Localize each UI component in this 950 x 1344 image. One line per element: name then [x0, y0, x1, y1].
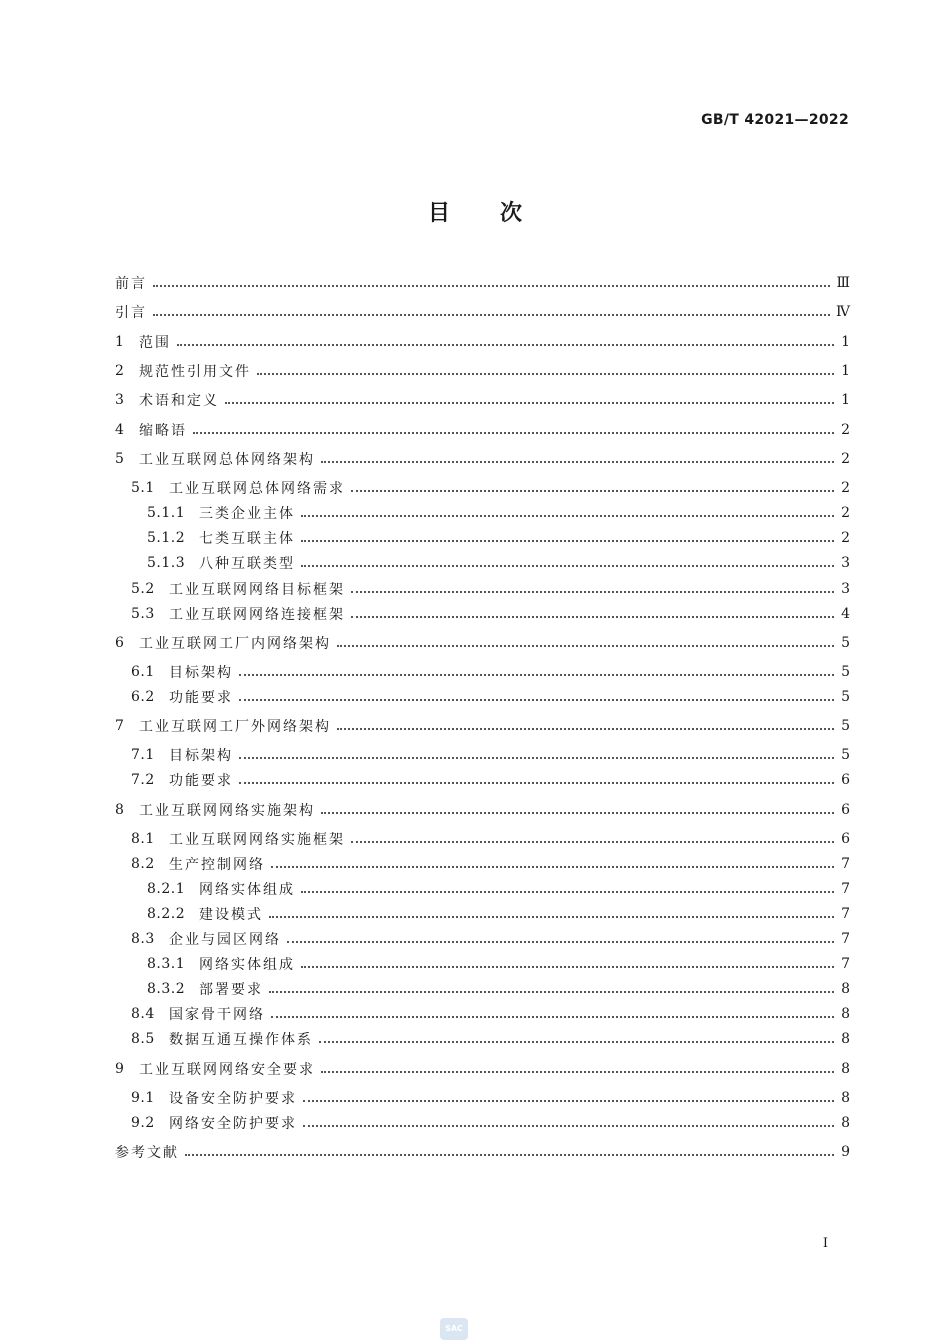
toc-entry-number: 8.2.1: [147, 881, 186, 897]
toc-entry-page: 8: [841, 1031, 850, 1047]
toc-entry-label: 工业互联网网络连接框架: [169, 607, 345, 623]
toc-entry[interactable]: [115, 1112, 850, 1134]
toc-entry[interactable]: [115, 301, 850, 323]
toc-entry-page: 3: [841, 581, 850, 597]
toc-entry-number: 8.3.2: [147, 981, 186, 997]
toc-entry[interactable]: [115, 853, 850, 875]
toc-entry-page: Ⅲ: [836, 275, 850, 291]
toc-entry-number: 5.2: [131, 581, 155, 597]
toc-leader-dots: [239, 748, 834, 762]
toc-entry[interactable]: [115, 715, 850, 737]
toc-leader-dots: [239, 690, 834, 704]
toc-entry-number: 6.2: [131, 689, 155, 705]
toc-entry-number: 1: [115, 334, 125, 350]
toc-entry-label: 目标架构: [169, 665, 233, 681]
toc-entry-label: 工业互联网网络目标框架: [169, 582, 345, 598]
toc-entry-page: 3: [841, 555, 850, 571]
toc-entry-page: 6: [841, 772, 850, 788]
toc-entry-page: 7: [841, 931, 850, 947]
toc-entry-label: 缩略语: [139, 423, 187, 439]
toc-entry-page: 2: [841, 505, 850, 521]
toc-entry-page: 8: [841, 1061, 850, 1077]
toc-entry-label: 七类互联主体: [199, 531, 295, 547]
toc-entry-label: 功能要求: [169, 690, 233, 706]
toc-entry-number: 8.5: [131, 1031, 155, 1047]
toc-entry[interactable]: [115, 1003, 850, 1025]
toc-entry-page: 7: [841, 906, 850, 922]
toc-entry[interactable]: [115, 928, 850, 950]
toc-entry-page: 6: [841, 802, 850, 818]
toc-entry-page: 1: [841, 363, 850, 379]
toc-entry[interactable]: [115, 360, 850, 382]
toc-entry-number: 9.2: [131, 1115, 155, 1131]
toc-entry-number: 6: [115, 635, 125, 651]
toc-entry-label: 工业互联网工厂外网络架构: [139, 719, 331, 735]
toc-entry-label: 工业互联网总体网络架构: [139, 452, 315, 468]
toc-entry-page: 5: [841, 718, 850, 734]
toc-entry-label: 建设模式: [199, 907, 263, 923]
toc-entry[interactable]: [115, 828, 850, 850]
toc-leader-dots: [351, 481, 834, 495]
toc-entry-number: 8.3: [131, 931, 155, 947]
toc-entry[interactable]: [115, 527, 850, 549]
toc-entry-label: 工业互联网总体网络需求: [169, 481, 345, 497]
toc-entry[interactable]: [115, 502, 850, 524]
toc-entry-label: 网络实体组成: [199, 882, 295, 898]
toc-entry[interactable]: [115, 552, 850, 574]
title-char-1: 目: [427, 201, 450, 226]
toc-entry-number: 8.4: [131, 1006, 155, 1022]
toc-entry-label: 工业互联网网络实施架构: [139, 803, 315, 819]
toc-leader-dots: [153, 276, 830, 290]
toc-entry[interactable]: [115, 953, 850, 975]
page-title: [0, 196, 950, 227]
toc-leader-dots: [193, 423, 834, 437]
toc-entry-page: 4: [841, 606, 850, 622]
title-char-2: 次: [500, 201, 523, 226]
toc-entry-label: 设备安全防护要求: [169, 1091, 297, 1107]
toc-entry-label: 参考文献: [115, 1145, 179, 1161]
toc-entry[interactable]: [115, 632, 850, 654]
toc-entry[interactable]: [115, 769, 850, 791]
toc-leader-dots: [153, 305, 830, 319]
toc-entry-number: 8.3.1: [147, 956, 186, 972]
toc-entry-number: 7.1: [131, 747, 155, 763]
toc-entry-page: 5: [841, 664, 850, 680]
toc-entry-number: 4: [115, 422, 125, 438]
toc-entry-page: 8: [841, 981, 850, 997]
toc-entry-label: 八种互联类型: [199, 556, 295, 572]
toc-entry[interactable]: [115, 448, 850, 470]
standard-code: GB/T 42021—2022: [701, 112, 849, 128]
toc-entry-label: 数据互通互操作体系: [169, 1032, 313, 1048]
toc-entry-page: 2: [841, 530, 850, 546]
toc-entry[interactable]: [115, 331, 850, 353]
toc-entry[interactable]: [115, 603, 850, 625]
toc-entry-page: 2: [841, 480, 850, 496]
toc-leader-dots: [321, 452, 834, 466]
toc-entry[interactable]: [115, 686, 850, 708]
toc-entry[interactable]: [115, 477, 850, 499]
toc-leader-dots: [321, 1062, 834, 1076]
toc-entry-page: 7: [841, 856, 850, 872]
toc-entry-number: 5.1.2: [147, 530, 186, 546]
toc-entry-label: 部署要求: [199, 982, 263, 998]
toc-entry-page: 7: [841, 956, 850, 972]
toc-entry[interactable]: [115, 1028, 850, 1050]
toc-entry-number: 2: [115, 363, 125, 379]
toc-entry-label: 规范性引用文件: [139, 364, 251, 380]
toc-leader-dots: [239, 773, 834, 787]
toc-entry-number: 8.1: [131, 831, 155, 847]
toc-leader-dots: [337, 719, 834, 733]
toc-entry-page: 5: [841, 747, 850, 763]
toc-entry-label: 术语和定义: [139, 393, 219, 409]
toc-entry-number: 8: [115, 802, 125, 818]
toc-leader-dots: [177, 335, 834, 349]
toc-entry[interactable]: [115, 272, 850, 294]
toc-leader-dots: [301, 957, 834, 971]
toc-entry[interactable]: [115, 578, 850, 600]
toc-entry-label: 目标架构: [169, 748, 233, 764]
toc-entry-page: 1: [841, 334, 850, 350]
toc-entry-page: 5: [841, 635, 850, 651]
toc-entry[interactable]: [115, 661, 850, 683]
toc-entry-number: 7.2: [131, 772, 155, 788]
toc-entry-label: 国家骨干网络: [169, 1007, 265, 1023]
toc-leader-dots: [337, 636, 834, 650]
toc-leader-dots: [271, 1007, 834, 1021]
toc-entry-number: 5.1.1: [147, 505, 186, 521]
toc-leader-dots: [239, 665, 834, 679]
toc-leader-dots: [301, 882, 834, 896]
toc-entry[interactable]: [115, 744, 850, 766]
toc-entry-page: 6: [841, 831, 850, 847]
sac-logo-watermark: SAC: [440, 1318, 468, 1340]
toc-entry-label: 网络实体组成: [199, 957, 295, 973]
toc-entry-number: 7: [115, 718, 125, 734]
toc-entry-number: 8.2: [131, 856, 155, 872]
toc-leader-dots: [185, 1145, 834, 1159]
toc-entry[interactable]: [115, 419, 850, 441]
toc-entry-page: 8: [841, 1115, 850, 1131]
toc-entry-number: 8.2.2: [147, 906, 186, 922]
toc-leader-dots: [351, 607, 834, 621]
toc-leader-dots: [351, 582, 834, 596]
toc-entry-page: 2: [841, 451, 850, 467]
toc-entry-label: 前言: [115, 276, 147, 292]
toc-entry-label: 范围: [139, 335, 171, 351]
toc-leader-dots: [225, 393, 834, 407]
toc-leader-dots: [303, 1091, 834, 1105]
toc-entry[interactable]: [115, 389, 850, 411]
toc-leader-dots: [301, 556, 834, 570]
toc-entry-number: 6.1: [131, 664, 155, 680]
toc-entry-label: 工业互联网网络实施框架: [169, 832, 345, 848]
toc-leader-dots: [269, 907, 834, 921]
toc-leader-dots: [271, 857, 834, 871]
toc-entry[interactable]: [115, 1058, 850, 1080]
toc-leader-dots: [301, 506, 834, 520]
toc-entry-page: 8: [841, 1090, 850, 1106]
toc-entry-label: 工业互联网工厂内网络架构: [139, 636, 331, 652]
toc-entry-number: 5.3: [131, 606, 155, 622]
toc-entry-number: 3: [115, 392, 125, 408]
toc-leader-dots: [257, 364, 834, 378]
toc-entry-label: 工业互联网网络安全要求: [139, 1062, 315, 1078]
toc-entry[interactable]: [115, 978, 850, 1000]
toc-entry-number: 5.1: [131, 480, 155, 496]
toc-entry-label: 引言: [115, 305, 147, 321]
toc-leader-dots: [319, 1032, 834, 1046]
toc-leader-dots: [321, 803, 834, 817]
toc-leader-dots: [301, 531, 834, 545]
toc-leader-dots: [287, 932, 834, 946]
page-number: Ⅰ: [822, 1236, 828, 1251]
toc-leader-dots: [269, 982, 834, 996]
toc-entry-number: 5: [115, 451, 125, 467]
toc-entry-page: 1: [841, 392, 850, 408]
toc-entry[interactable]: [115, 799, 850, 821]
toc-entry-label: 功能要求: [169, 773, 233, 789]
toc-entry-page: Ⅳ: [836, 304, 850, 320]
toc-entry-number: 5.1.3: [147, 555, 186, 571]
toc-entry-number: 9: [115, 1061, 125, 1077]
toc-entry[interactable]: [115, 1141, 850, 1163]
toc-entry-label: 生产控制网络: [169, 857, 265, 873]
toc-entry-page: 7: [841, 881, 850, 897]
toc-entry[interactable]: [115, 878, 850, 900]
toc-entry-page: 9: [841, 1144, 850, 1160]
toc-entry[interactable]: [115, 903, 850, 925]
toc-entry-page: 8: [841, 1006, 850, 1022]
toc-entry-number: 9.1: [131, 1090, 155, 1106]
toc-entry[interactable]: [115, 1087, 850, 1109]
toc-entry-page: 2: [841, 422, 850, 438]
toc-entry-label: 三类企业主体: [199, 506, 295, 522]
toc-leader-dots: [351, 832, 834, 846]
toc-entry-label: 企业与园区网络: [169, 932, 281, 948]
toc-leader-dots: [303, 1116, 834, 1130]
toc-entry-label: 网络安全防护要求: [169, 1116, 297, 1132]
toc-entry-page: 5: [841, 689, 850, 705]
